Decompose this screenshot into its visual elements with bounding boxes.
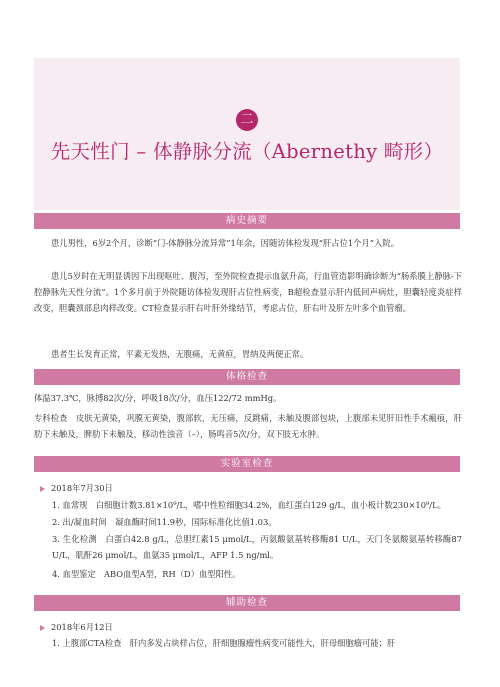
- section-header-aux: [34, 595, 460, 611]
- history-paragraph-3: 患者生长发育正常，平素无发热，无腹痛，无黄疸，胃纳及两便正常。: [51, 349, 309, 359]
- chapter-number-badge: 二: [236, 109, 258, 131]
- history-paragraph-2: 患儿5岁时在无明显诱因下出现呕吐、腹泻，至外院检查提示血氨升高，行血管造影明确诊断为“肠系膜上静脉-下腔静脉先天性分流”。1个多月前于外院随访体检发现肝占位性病变，B超检查显示肝内低回声病灶，胆囊轻度炎症样改变，胆囊颈部息肉样改变。CT检查显示肝右叶肝外缘结节，考虑占位，肝右叶及肝左叶多个血管瘤。: [34, 271, 462, 313]
- lab-date-row: [40, 481, 113, 495]
- aux-date-row: [40, 620, 113, 634]
- section-title-physical: 体格检查: [225, 371, 268, 382]
- lab-item-blood-routine: 1. 血常规 白细胞计数3.81×10⁹/L，嗜中性粒细胞34.2%，血红蛋白129 g/L，血小板计数230×10⁹/L。: [52, 500, 446, 510]
- triangle-bullet-icon: [40, 625, 45, 631]
- lab-item-biochemistry: 3. 生化检测 白蛋白42.8 g/L，总胆红素15 μmol/L，丙氨酸氨基转移酶81 U/L，天门冬氨酸氨基转移酶87 U/L，肌酐26 μmol/L，血氨35 μmol/L，AFP 1.5 ng/ml。: [52, 534, 462, 560]
- lab-item-blood-type: 4. 血型鉴定 ABO血型A型，RH（D）血型阳性。: [52, 569, 241, 579]
- lab-item-coagulation: 2. 出/凝血时间 凝血酶时间11.9秒，国际标准化比值1.03。: [52, 517, 277, 527]
- section-title-lab: 实验室检查: [220, 458, 274, 469]
- history-paragraph-1: 患儿男性，6岁2个月，诊断“门-体静脉分流异常”1年余，因随访体检发现“肝占位1个月”入院。: [51, 238, 399, 248]
- triangle-bullet-icon: [40, 486, 45, 492]
- section-title-history: 病史摘要: [225, 215, 268, 226]
- section-header-physical: [34, 369, 460, 385]
- chapter-title: 先天性门 – 体静脉分流（Abernethy 畸形）: [50, 140, 444, 163]
- physical-vitals: 体温37.3℃，脉搏82次/分，呼吸18次/分，血压122/72 mmHg。: [34, 393, 282, 403]
- section-title-aux: 辅助检查: [225, 597, 268, 608]
- aux-item-cta: 1. 上腹部CTA检查 肝内多发占块样占位，肝细胞腺瘤性病变可能性大，肝母细胞瘤可能；肝: [52, 638, 396, 648]
- aux-date: 2018年6月12日: [51, 622, 113, 632]
- lab-date: 2018年7月30日: [51, 483, 113, 493]
- physical-specialist-exam: 专科检查 皮肤无黄染，巩膜无黄染，腹部软，无压痛，反跳痛，未触及腹部包块，上腹部未见肝旧性手术瘢痕，肝肋下未触及，脾肋下未触及，移动性浊音（–），肠鸣音5次/分，双下肢无水肿。: [34, 413, 462, 439]
- section-header-history: [34, 213, 460, 229]
- section-header-lab: [34, 456, 460, 472]
- chapter-header-band: [34, 58, 460, 210]
